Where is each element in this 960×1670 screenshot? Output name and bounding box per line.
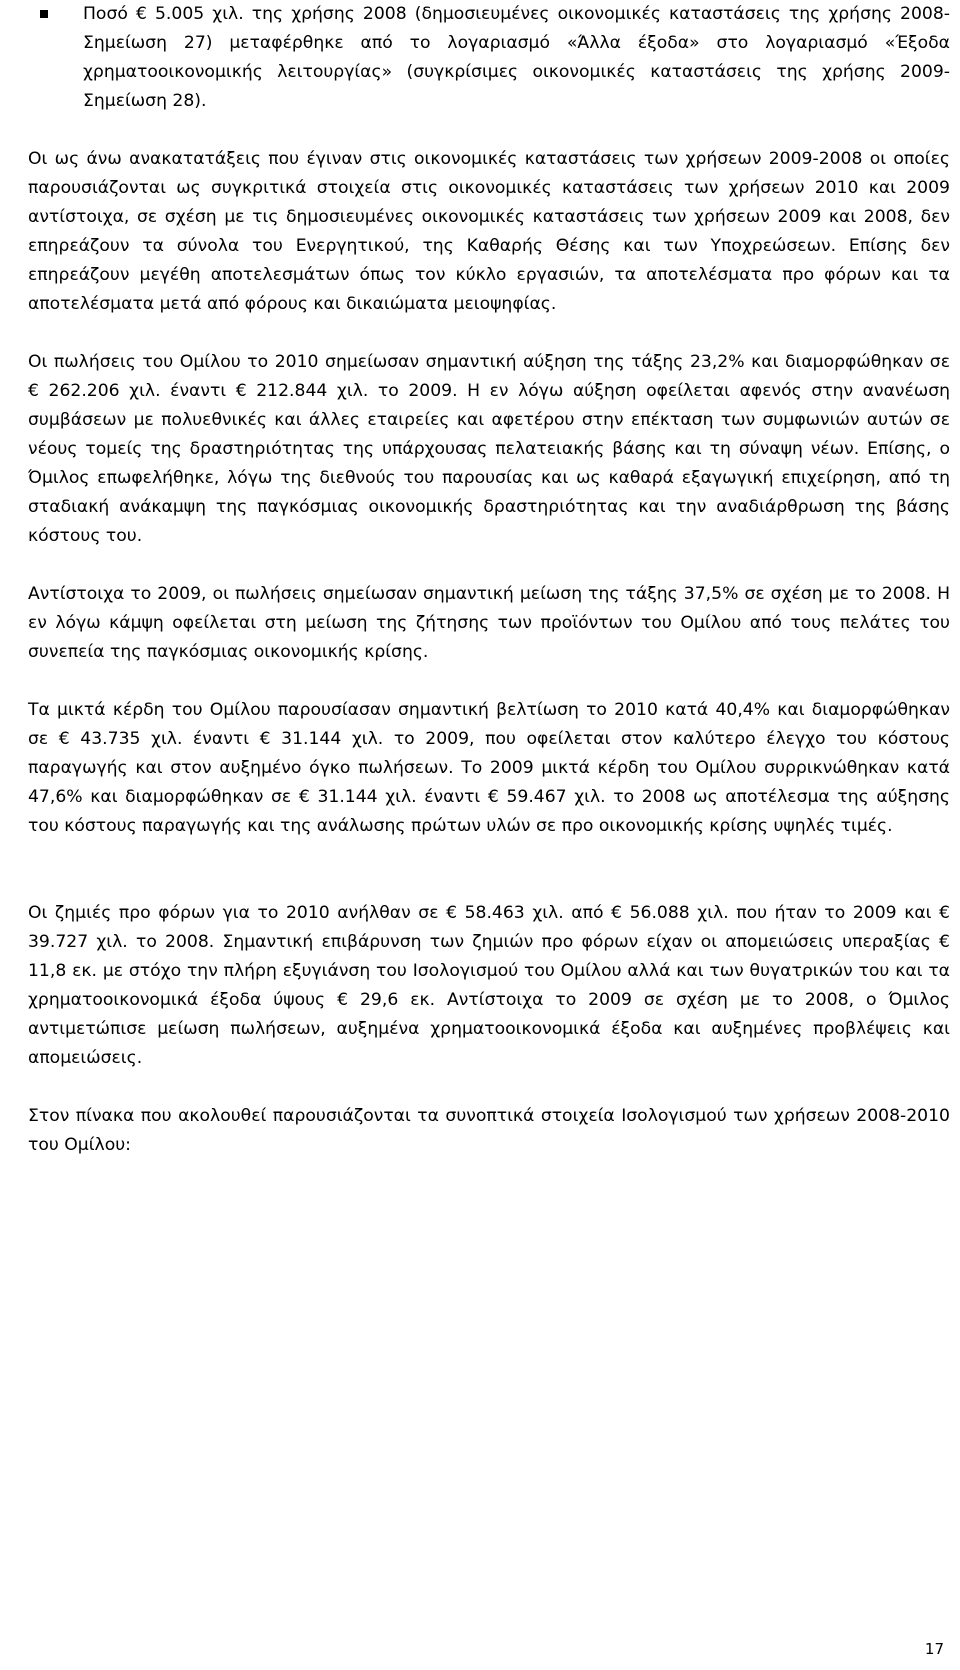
- paragraph-gross-profit: Τα μικτά κέρδη του Ομίλου παρουσίασαν σημαντική βελτίωση το 2010 κατά 40,4% και διαμορφώθηκαν σε € 43.735 χιλ. έναντι € 31.144 χιλ. το 2009, που οφείλεται στον καλύτερο έλεγχο του κόστους παραγωγής και στον αυξημένο όγκο πωλήσεων. Το 2009 μικτά κέρδη του Ομίλου συρρικνώθηκαν κατά 47,6% και διαμορφώθηκαν σε € 31.144 χιλ. έναντι € 59.467 χιλ. το 2008 ως αποτέλεσμα της αύξησης του κόστους παραγωγής και της ανάλωσης πρώτων υλών σε προ οικονομικής κρίσης υψηλές τιμές.: [28, 700, 950, 836]
- page-number: 17: [924, 1640, 944, 1658]
- document-body: [28, 0, 950, 1160]
- bullet-list-item: [28, 0, 950, 116]
- paragraph-sales-2010: Οι πωλήσεις του Ομίλου το 2010 σημείωσαν σημαντική αύξηση της τάξης 23,2% και διαμορφώθηκαν σε € 262.206 χιλ. έναντι € 212.844 χιλ. το 2009. Η εν λόγω αύξηση οφείλεται αφενός στην ανανέωση συμβάσεων με πολυεθνικές και άλλες εταιρείες και αφετέρου στην επέκταση των συμφωνιών αυτών σε νέους τομείς της δραστηριότητας της υπάρχουσας πελατειακής βάσης και τη σύναψη νέων. Επίσης, ο Όμιλος επωφελήθηκε, λόγω της διεθνούς του παρουσίας και ως καθαρά εξαγωγική επιχείρηση, από τη σταδιακή ανάκαμψη της παγκόσμιας οικονομικής δραστηριότητας και την αναδιάρθρωση της βάσης κόστους του.: [28, 352, 950, 546]
- paragraph-sales-2009: Αντίστοιχα το 2009, οι πωλήσεις σημείωσαν σημαντική μείωση της τάξης 37,5% σε σχέση με το 2008. Η εν λόγω κάμψη οφείλεται στη μείωση της ζήτησης των προϊόντων του Ομίλου από τους πελάτες του συνεπεία της παγκόσμιας οικονομικής κρίσης.: [28, 584, 950, 662]
- paragraph-reclassifications: Οι ως άνω ανακατατάξεις που έγιναν στις οικονομικές καταστάσεις των χρήσεων 2009-2008 οι οποίες παρουσιάζονται ως συγκριτικά στοιχεία στις οικονομικές καταστάσεις των χρήσεων 2010 και 2009 αντίστοιχα, σε σχέση με τις δημοσιευμένες οικονομικές καταστάσεις των χρήσεων 2009 και 2008, δεν επηρεάζουν τα σύνολα του Ενεργητικού, της Καθαρής Θέσης και των Υποχρεώσεων. Επίσης δεν επηρεάζουν μεγέθη αποτελεσμάτων όπως τον κύκλο εργασιών, τα αποτελέσματα προ φόρων και τα αποτελέσματα μετά από φόρους και δικαιώματα μειοψηφίας.: [28, 149, 950, 314]
- paragraph-losses-before-tax: Οι ζημιές προ φόρων για το 2010 ανήλθαν σε € 58.463 χιλ. από € 56.088 χιλ. που ήταν το 2009 και € 39.727 χιλ. το 2008. Σημαντική επιβάρυνση των ζημιών προ φόρων είχαν οι απομειώσεις υπεραξίας € 11,8 εκ. με στόχο την πλήρη εξυγιάνση του Ισολογισμού του Ομίλου αλλά και των θυγατρικών του και τα χρηματοοικονομικά έξοδα ύψους € 29,6 εκ. Αντίστοιχα το 2009 σε σχέση με το 2008, ο Όμιλος αντιμετώπισε μείωση πωλήσεων, αυξημένα χρηματοοικονομικά έξοδα και αυξημένες προβλέψεις και απομειώσεις.: [28, 903, 950, 1068]
- square-bullet-icon: [40, 10, 48, 18]
- bullet-item-text: Ποσό € 5.005 χιλ. της χρήσης 2008 (δημοσιευμένες οικονομικές καταστάσεις της χρήσης 2008- Σημείωση 27) μεταφέρθηκε από το λογαριασμό «Άλλα έξοδα» στο λογαριασμό «Έξοδα χρηματοοικονομικής λειτουργίας» (συγκρίσιμες οικονομικές καταστάσεις της χρήσης 2009- Σημείωση 28).: [83, 4, 950, 111]
- paragraph-balance-sheet-intro: Στον πίνακα που ακολουθεί παρουσιάζονται τα συνοπτικά στοιχεία Ισολογισμού των χρήσεων 2008-2010 του Ομίλου:: [28, 1106, 950, 1155]
